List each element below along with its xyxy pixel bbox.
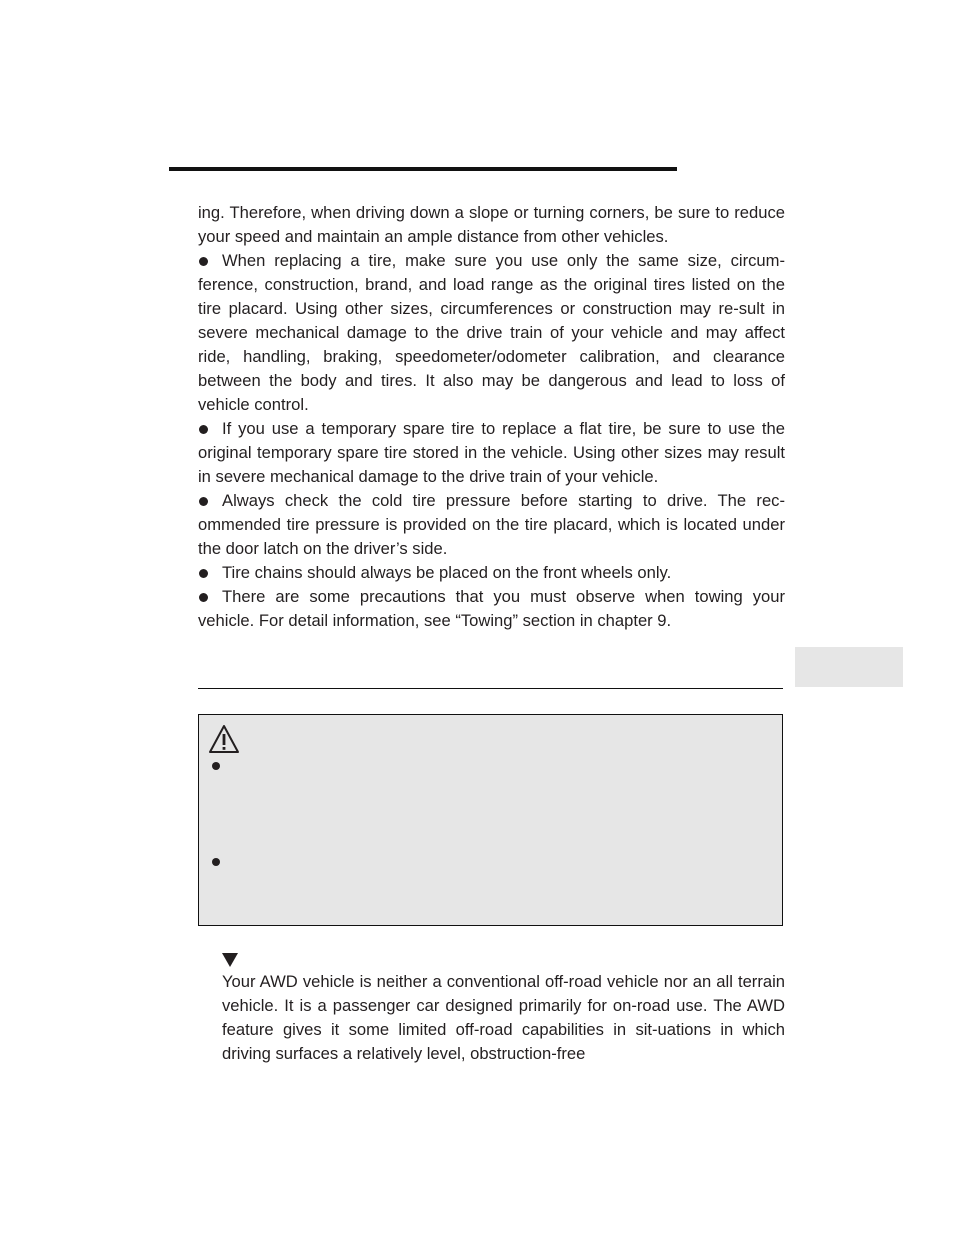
down-triangle-icon: [221, 952, 239, 968]
paragraph-continuation: ing. Therefore, when driving down a slope or turning corners, be sure to reduce your speed and maintain an ample distance from other vehicles.: [198, 203, 785, 246]
bullet-item-towing: There are some precautions that you must observe when towing your vehicle. For detail information, see “Towing” section in chapter 9.: [198, 585, 785, 633]
chapter-tab: [795, 647, 903, 687]
warning-bullet-1: [212, 762, 220, 770]
section-rule: [198, 688, 783, 689]
warning-bullet-2: [212, 858, 220, 866]
awd-paragraph: Your AWD vehicle is neither a conventional off-road vehicle nor an all terrain vehicle. It is a passenger car designed primarily for on-road use. The AWD feature gives it some limited off-road capabilities in sit-uations in which driving surfaces a relatively level, obstruction-free: [222, 972, 785, 1063]
bullet-item-tire-pressure: Always check the cold tire pressure before starting to drive. The rec-ommended tire pressure is provided on the tire placard, which is located under the door latch on the driver’s side.: [198, 489, 785, 561]
warning-triangle-icon: [208, 724, 240, 754]
bullet-item-temporary-spare: If you use a temporary spare tire to replace a flat tire, be sure to use the original temporary spare tire stored in the vehicle. Using other sizes may result in severe mechanical damage to the drive train of your vehicle.: [198, 417, 785, 489]
bullet-item-tire-replacement: When replacing a tire, make sure you use only the same size, circum-ference, construction, brand, and load range as the original tires listed on the tire placard. Using other sizes, circumferences or construction may re-sult in severe mechanical damage to the drive train of your vehicle and may affect ride, handling, braking, speedometer/odometer calibration, and clearance between the body and tires. It also may be dangerous and lead to loss of vehicle control.: [198, 249, 785, 417]
body-text: [198, 201, 785, 633]
bullet-item-tire-chains: Tire chains should always be placed on the front wheels only.: [198, 561, 785, 585]
warning-box: [198, 714, 783, 926]
header-rule: [169, 167, 677, 171]
